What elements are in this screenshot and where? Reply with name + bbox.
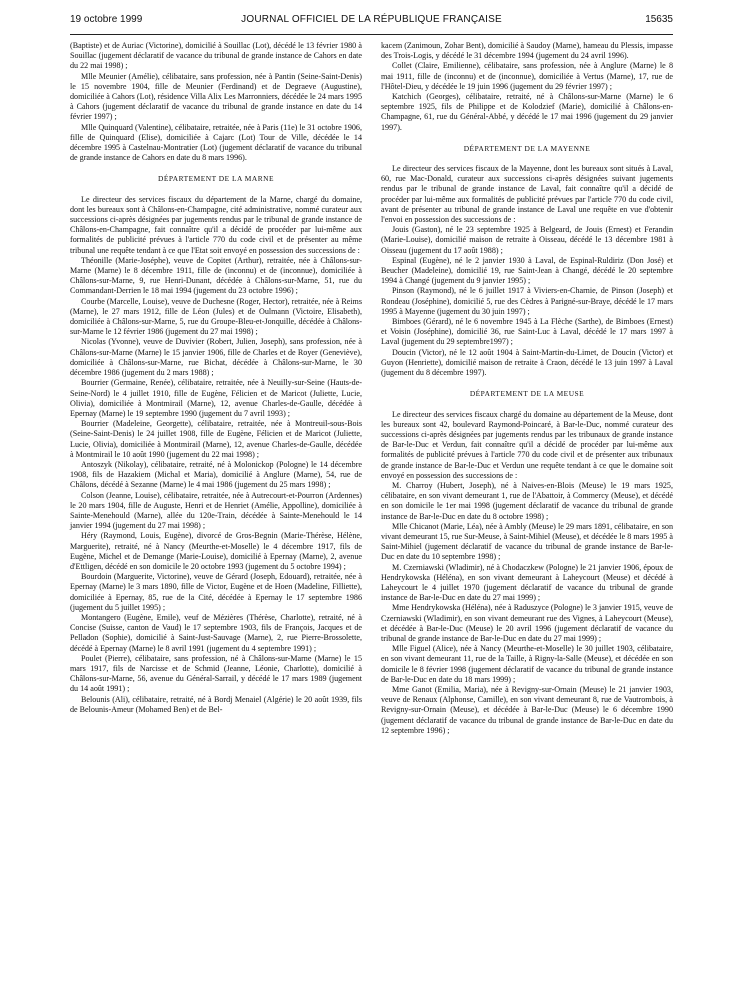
paragraph: Belounis (Ali), célibataire, retraité, né à Bordj Menaiel (Algérie) le 20 août 1939, fils de Belounis-Ameur (Mohamed Ben) et de Bel-	[70, 694, 362, 714]
issue-date: 19 octobre 1999	[70, 14, 143, 25]
paragraph: Mlle Figuel (Alice), née à Nancy (Meurthe-et-Moselle) le 30 juillet 1903, célibataire, en son vivant demeurant 11, rue de la Taille, à Rigny-la-Salle (Meuse), et décédée en son domicile le 8 février 1998 (jugement déclaratif de vacance du tribunal de grande instance de Bar-le-Duc en date du 18 mars 1999) ;	[381, 644, 673, 684]
paragraph: Nicolas (Yvonne), veuve de Duvivier (Robert, Julien, Joseph), sans profession, née à Châlons-sur-Marne (Marne) le 15 janvier 1906, fille de Charles et de Royer (Geneviève), domiciliée à Châlons-sur-Marne, rue Bichat, décédée à Châlons-sur-Marne, le 30 décembre 1986 (jugement du 2 mars 1988) ;	[70, 337, 362, 378]
paragraph: Héry (Raymond, Louis, Eugène), divorcé de Gros-Begnin (Marie-Thérèse, Hélène, Marguerite), retraité, né à Nancy (Meurthe-et-Moselle) le 4 décembre 1917, fils de Eugène, Michel et de Demange (Marie-Louise), domicilié à Epernay (Marne), 2, avenue d'Ettligen, décédé en son domicile le 20 octobre 1993 (jugement du 5 octobre 1994) ;	[70, 531, 362, 571]
paragraph: Théonille (Marie-Joséphe), veuve de Copitet (Arthur), retraitée, née à Châlons-sur-Marne (Marne) le 8 décembre 1911, fille de (inconnu) et de (inconnue), domiciliée à Châlons-sur-Marne, 9, rue Henri-Dunant, décédée à Châlons-sur-Marne, 51, rue du Commandant-Derrien le 18 mai 1994 (jugement du 23 octobre 1996) ;	[70, 255, 362, 296]
section-heading-meuse: DÉPARTEMENT DE LA MEUSE	[469, 389, 585, 399]
paragraph: Colson (Jeanne, Louise), célibataire, retraitée, née à Autrecourt-et-Pourron (Ardennes) le 20 mars 1904, fille de Auguste, Henri et de Henriet (Amélie, Appolline), domiciliée à Sainte-Menehould (Marne), allée du 120e-Train, décédée à Sainte-Menehould le 14 janvier 1994 (jugement du 27 mai 1998) ;	[70, 490, 362, 531]
paragraph: Mlle Quinquard (Valentine), célibataire, retraitée, née à Paris (11e) le 31 octobre 1906, fille de Quinquard (Elise), domiciliée à Cajarc (Lot) Tour de Ville, décédée le 14 décembre 1995 à Castelnau-Montratier (Lot) (jugement déclaratif de vacance du tribunal de grande instance de Cahors en date du 8 mars 1996).	[70, 122, 362, 163]
paragraph: Mme Hendrykowska (Héléna), née à Raduszyce (Pologne) le 3 janvier 1915, veuve de Czerniawski (Wladimir), en son vivant demeurant rue des Vignes, à Laheycourt (Meuse), et décédée à Bar-le-Duc (Meuse) le 20 avril 1996 (jugement déclaratif de vacance du tribunal de grande instance de Bar-le-Duc en date du 27 mai 1999) ;	[381, 603, 673, 643]
paragraph: Bimboes (Gérard), né le 6 novembre 1945 à La Flèche (Sarthe), de Bimboes (Ernest) et Voisin (Joséphine), domicilié 36, rue Saint-Luc à Laval, décédé le 17 mars 1997 à Laval (jugement du 29 septembre1997) ;	[381, 317, 673, 347]
paragraph: Bourrier (Germaine, Renée), célibataire, retraitée, née à Neuilly-sur-Seine (Hauts-de-Seine-Nord) le 4 juillet 1910, fille de Eugène, Félicien et de Maricot (Juliette, Lucie, Olivia), domiciliée à Montmirail (Marne), 12, avenue Charles-de-Gaulle, décédée à Epernay (Marne) le 19 septembre 1990 (jugement du 7 avril 1993) ;	[70, 378, 362, 418]
header-rule	[70, 34, 673, 35]
paragraph: Jouis (Gaston), né le 23 septembre 1925 à Belgeard, de Jouis (Ernest) et Ferandin (Marie-Louise), domicilié maison de retraite à Oisseau, décédé le 13 décembre 1981 à Oisseau (jugement du 17 août 1988) ;	[381, 225, 673, 255]
journal-title: JOURNAL OFFICIEL DE LA RÉPUBLIQUE FRANÇAISE	[241, 14, 502, 25]
paragraph: Courbe (Marcelle, Louise), veuve de Duchesne (Roger, Hector), retraitée, née à Reims (Marne), le 27 mars 1912, fille de Léon (Jules) et de Oulmann (Victoire, Elisabeth), domiciliée à Châlons-sur-Marne, 5, rue du Groupe-Bleu-et-Jonquille, décédée à Châlons-sur-Marne le 12 février 1986 (jugement du 27 mai 1998) ;	[70, 296, 362, 337]
paragraph: Espinal (Eugène), né le 2 janvier 1930 à Laval, de Espinal-Ruldiriz (Don José) et Beucher (Madeleine), domicilié 19, rue Saint-Jean à Changé, décédé le 20 septembre 1994 à Changé (jugement du 9 janvier 1995) ;	[381, 255, 673, 286]
paragraph: Mlle Meunier (Amélie), célibataire, sans profession, née à Pantin (Seine-Saint-Denis) le 15 novembre 1904, fille de Meunier (Ferdinand) et de Degraeve (Augustine), domiciliée à Cahors (Lot), résidence Villa Alix Les Marronniers, décédée le 24 mars 1995 à Cahors (jugement déclaratif de vacance du tribunal de grande instance en date du 14 février 1997) ;	[70, 71, 362, 122]
paragraph: Bourdoin (Marguerite, Victorine), veuve de Gérard (Joseph, Edouard), retraitée, née à Epernay (Marne) le 3 mars 1890, fille de Victor, Eugène et de Hoen (Madeline, Filliette), domiciliée à Epernay, 85, rue de la Cité, décédée à Epernay le 17 septembre 1986 (jugement du 5 juillet 1995) ;	[70, 572, 362, 612]
paragraph: Collet (Claire, Emilienne), célibataire, sans profession, née à Anglure (Marne) le 8 mai 1911, fille de (inconnu) et de (inconnue), domiciliée à Vertus (Marne), 17, rue de l'Hôtel-Dieu, y décédée le 19 juin 1996 (jugement du 29 février 1997) ;	[381, 61, 673, 91]
paragraph: Mlle Chicanot (Marie, Léa), née à Ambly (Meuse) le 29 mars 1891, célibataire, en son vivant demeurant 15, rue Sur-Meuse, à Saint-Mihiel (Meuse), et décédée le 8 mars 1995 à Saint-Mihiel (jugement déclaratif de vacance du tribunal de grande instance de Bar-le-Duc en date du 10 septembre 1998) ;	[381, 521, 673, 562]
paragraph: Pinson (Raymond), né le 6 juillet 1917 à Viviers-en-Charnie, de Pinson (Joseph) et Rondeau (Joséphine), domicilié 5, rue des Cèdres à Parigné-sur-Braye, décédé le 17 mars 1995 à Mayenne (jugement du 30 juin 1997) ;	[381, 286, 673, 316]
paragraph: Antoszyk (Nikolay), célibataire, retraité, né à Molonickop (Pologne) le 14 décembre 1908, fils de Hazakiem (Michal et Maria), domicilié à Anglure (Marne), 54, rue de Châlons, décédé à Sezanne (Marne) le 4 mai 1986 (jugement du 25 mars 1998) ;	[70, 459, 362, 490]
paragraph: M. Charroy (Hubert, Joseph), né à Naives-en-Blois (Meuse) le 19 mars 1925, célibataire, en son vivant demeurant 1, rue de l'Abattoir, à Commercy (Meuse), et décédé en son domicile le 1er mai 1998 (jugement déclaratif de vacance du tribunal de grande instance de Bar-le-Duc en date du 8 octobre 1998) ;	[381, 480, 673, 521]
page-number: 15635	[645, 14, 673, 25]
section-heading-marne: DÉPARTEMENT DE LA MARNE	[158, 174, 274, 184]
paragraph: (Baptiste) et de Auriac (Victorine), domicilié à Souillac (Lot), décédé le 13 février 1980 à Souillac (jugement déclaratif de vacance du tribunal de grande instance de Cahors en date du 22 mai 1998) ;	[70, 41, 362, 71]
paragraph: kacem (Zanimoun, Zohar Bent), domicilié à Saudoy (Marne), hameau du Plessis, impasse des Trois-Logis, y décédé le 31 décembre 1994 (jugement du 24 avril 1996).	[381, 41, 673, 61]
paragraph: Bourrier (Madeleine, Georgette), célibataire, retraitée, née à Montreuil-sous-Bois (Seine-Saint-Denis) le 24 juillet 1908, fille de Eugène, Félicien et de Maricot (Juliette, Lucie, Olivia), domiciliée à Montmirail (Marne), 12, avenue Charles-de-Gaulle, décédée à Montmirail le 10 août 1990 (jugement du 22 mai 1998) ;	[70, 419, 362, 459]
paragraph: Doucin (Victor), né le 12 août 1904 à Saint-Martin-du-Limet, de Doucin (Victor) et Guyon (Henriette), domicilié maison de retraite à Craon, décédé le 13 juin 1997 à Laval (jugement du 8 décembre 1997).	[381, 347, 673, 378]
right-column	[381, 41, 673, 736]
page-header	[70, 14, 673, 30]
paragraph: Mme Ganot (Emilia, Maria), née à Revigny-sur-Ornain (Meuse) le 21 janvier 1903, veuve de Renaux (Alphonse, Camille), en son vivant demeurant 8, rue de Vautrombois, à Revigny-sur-Ornain (Meuse), et décédée à Bar-le-Duc (Meuse) le 6 décembre 1990 (jugement déclaratif de vacance du tribunal de grande instance de Bar-le-Duc en date du 12 septembre 1996) ;	[381, 684, 673, 735]
paragraph: Poulet (Pierre), célibataire, sans profession, né à Châlons-sur-Marne (Marne) le 15 mars 1917, fils de Narcisse et de Schmid (Jeanne, Léonie, Charlotte), domicilié à Châlons-sur-Marne, 56, avenue du Général-Sarrail, y décédé le 17 mars 1989 (jugement du 14 août 1991) ;	[70, 653, 362, 694]
paragraph: Montangero (Eugène, Emile), veuf de Mézières (Thérèse, Charlotte), retraité, né à Concise (Suisse, canton de Vaud) le 17 septembre 1903, fils de François, Jacques et de Pelladon (Sophie), domicilié à Saint-Just-Sauvage (Marne), 2, rue Pierre-Brossolette, décédé à Epernay (Marne) le 8 avril 1991 (jugement du 4 septembre 1991) ;	[70, 612, 362, 653]
paragraph: Katchich (Georges), célibataire, retraité, né à Châlons-sur-Marne (Marne) le 6 septembre 1925, fils de Philippe et de Kolodzief (Marie), domicilié à Châlons-en-Champagne, 61, rue du Général-Abbé, y décédé le 17 mai 1996 (jugement du 29 janvier 1997).	[381, 92, 673, 132]
left-column	[70, 41, 362, 715]
paragraph: Le directeur des services fiscaux du département de la Marne, chargé du domaine, dont les bureaux sont à Châlons-en-Champagne, cité administrative, nommé curateur aux successions ci-après désignées par jugements rendus par le tribunal de grande instance de Châlons-en-Champagne, fait connaître qu'il a décidé de procéder par lui-même aux formalités de publicité prévues à l'article 770 du code civil et de présenter au même tribunal une requête tendant à ce que l'Etat soit envoyé en possession des successions de :	[70, 194, 362, 255]
paragraph: Le directeur des services fiscaux chargé du domaine au département de la Meuse, dont les bureaux sont 42, boulevard Raymond-Poincaré, à Bar-le-Duc, nommé curateur des successions ci-après désignées par jugements rendus par les tribunaux de grande instance de Bar-le-Duc et Verdun, fait connaître qu'il a décidé de procéder par lui-même aux formalités de publicité prévues à l'article 770 du code civil et de présenter aux tribunaux de grande instance de Bar-le-Duc et Verdun une requête tendant à ce que le domaine soit envoyé en possession des successions de :	[381, 409, 673, 480]
paragraph: Le directeur des services fiscaux de la Mayenne, dont les bureaux sont situés à Laval, 60, rue Mac-Donald, curateur aux successions ci-après désignées suivant jugements rendus par le tribunal de grande instance de Laval, fait connaître qu'il a décidé de procéder par lui-même aux formalités de publicité prévues par l'article 770 du code civil, avant de présenter au tribunal de grande instance de Laval une requête en vue d'obtenir l'envoi en possession des successions de :	[381, 164, 673, 225]
section-heading-mayenne: DÉPARTEMENT DE LA MAYENNE	[463, 143, 591, 153]
paragraph: M. Czerniawski (Wladimir), né à Chodaczkew (Pologne) le 21 janvier 1906, époux de Hendrykowska (Héléna), en son vivant demeurant à Laheycourt (Meuse) et décédé à Laheycourt le 4 juillet 1970 (jugement déclaratif de vacance du tribunal de grande instance de Bar-le-Duc en date du 27 mai 1999) ;	[381, 562, 673, 603]
